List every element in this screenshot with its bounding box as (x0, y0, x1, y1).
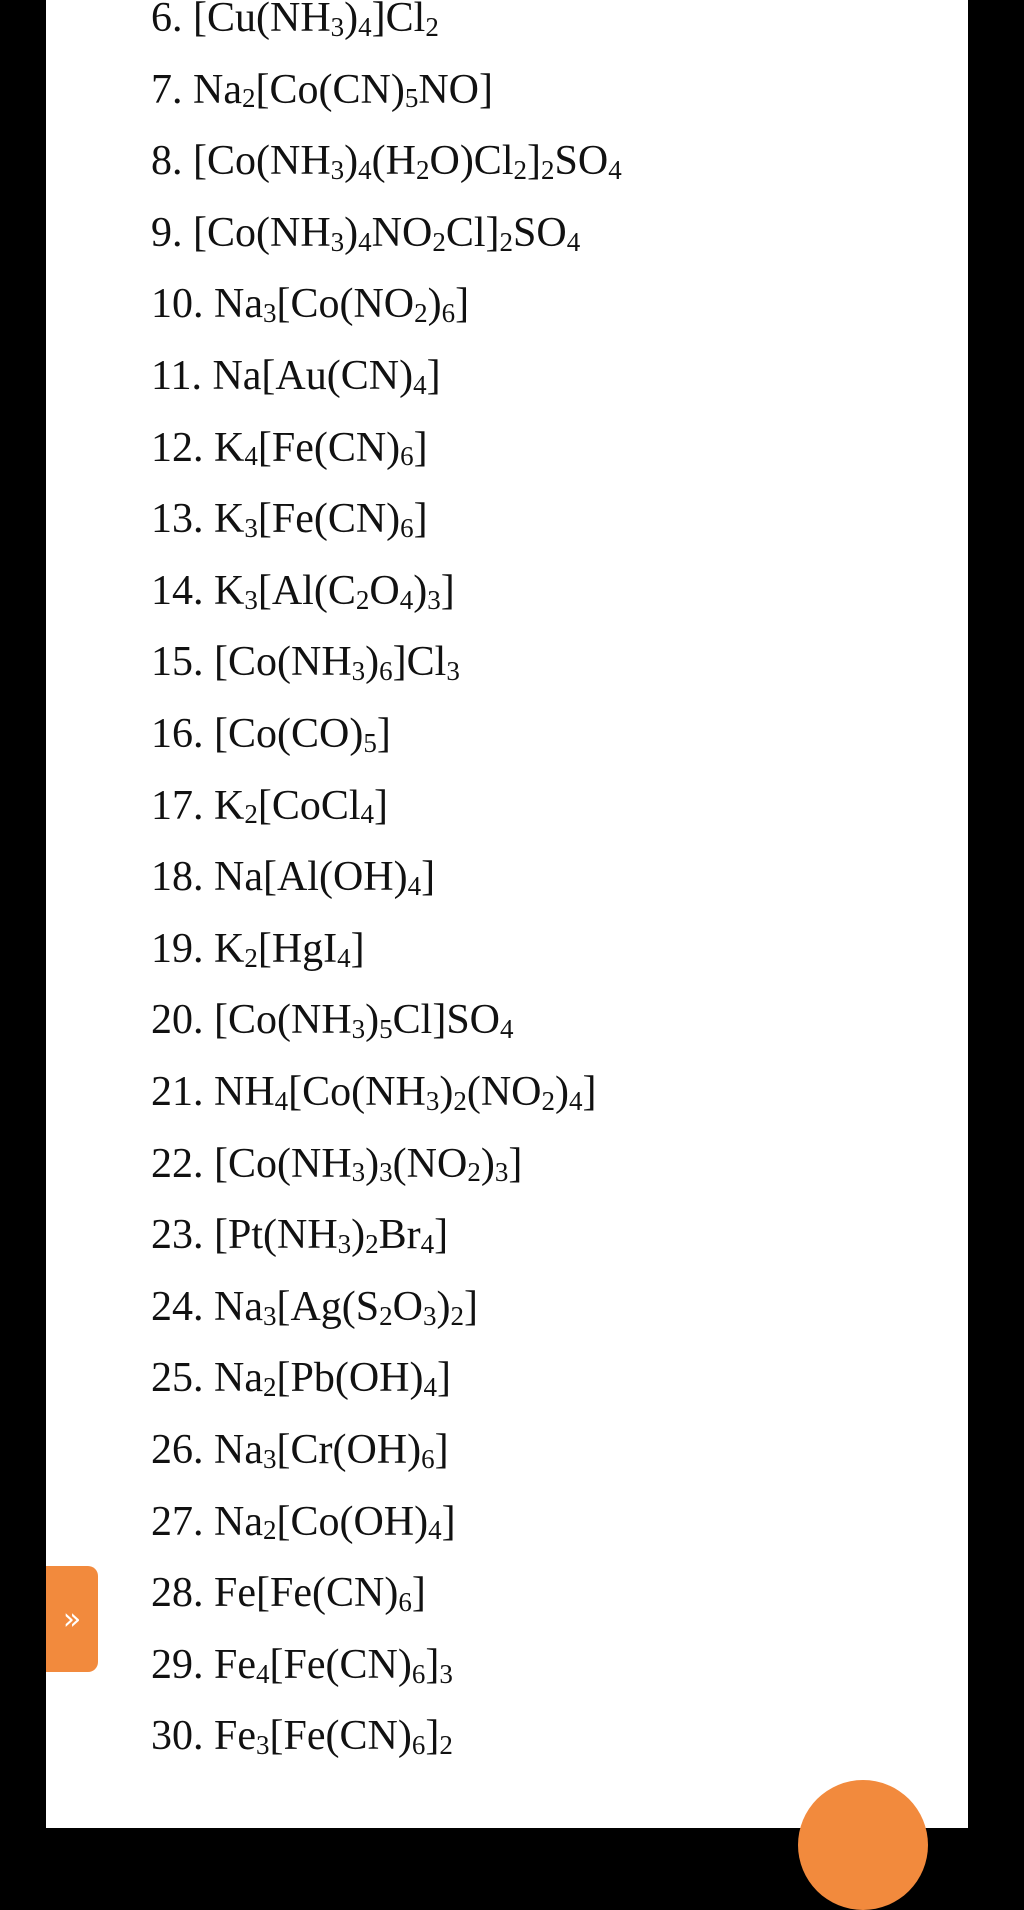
formula-text: [Co(NH (193, 138, 331, 185)
formula-subscript: 2 (467, 1157, 481, 1188)
formula-text: ] (440, 567, 455, 614)
formula-text: Cl] (445, 209, 500, 256)
formula-subscript: 4 (358, 226, 372, 257)
formula-text: ) (344, 209, 359, 256)
item-number: 6. (151, 0, 183, 41)
formula-subscript: 3 (494, 1157, 509, 1188)
formula-subscript: 4 (256, 1658, 270, 1689)
formula-text: SO (554, 138, 609, 185)
formula-text: [Ag(S (276, 1283, 380, 1330)
chemical-formula (214, 783, 388, 829)
formula-subscript: 4 (423, 1372, 437, 1403)
formula-subscript: 6 (441, 298, 456, 329)
formula-text: ) (365, 639, 380, 686)
formula-text: ] (464, 1283, 478, 1330)
formula-subscript: 3 (446, 656, 460, 687)
item-number: 28. (151, 1570, 204, 1617)
formula-subscript: 2 (241, 83, 256, 114)
item-number: 18. (151, 854, 204, 901)
chemical-formula (214, 1141, 522, 1187)
formula-subscript: 4 (500, 1014, 514, 1045)
formula-text: [Fe(CN) (269, 1713, 412, 1760)
item-number: 19. (151, 925, 204, 972)
formula-text: ] (526, 138, 541, 185)
formula-text: SO (513, 209, 567, 256)
formula-subscript: 6 (411, 1658, 426, 1689)
chemical-formula (214, 425, 428, 471)
formula-text: Fe (214, 1713, 256, 1760)
formula-text: ] (374, 782, 389, 829)
formula-subscript: 4 (568, 1085, 583, 1116)
item-number: 23. (151, 1212, 204, 1259)
formula-subscript: 2 (439, 1730, 453, 1761)
formula-subscript: 2 (355, 584, 370, 615)
item-number: 14. (151, 567, 204, 614)
formula-subscript: 3 (351, 656, 366, 687)
chemical-formula (193, 67, 493, 113)
chemical-formula (193, 138, 622, 184)
formula-text: Fe[Fe(CN) (214, 1570, 399, 1617)
formula-subscript: 2 (244, 942, 258, 973)
formula-subscript: 3 (330, 155, 345, 186)
chemical-formula (214, 281, 469, 327)
formula-text: [Fe(CN) (257, 496, 401, 543)
chemical-formula (212, 353, 440, 399)
chemical-formula (214, 1499, 456, 1545)
chemical-formula (214, 711, 391, 757)
chemical-formula (193, 0, 439, 41)
formula-subscript: 3 (351, 1014, 366, 1045)
formula-text: NH (214, 1069, 275, 1115)
formula-text: Na (214, 1498, 263, 1545)
formula-text: [Pt(NH (214, 1212, 338, 1259)
formula-subscript: 2 (262, 1515, 277, 1546)
chemical-formula (214, 1427, 449, 1473)
formula-text: [CoCl (257, 782, 361, 829)
formula-subscript: 3 (439, 1658, 453, 1689)
formula-text: (NO (392, 1140, 468, 1187)
formula-subscript: 2 (540, 155, 555, 186)
formula-text: ) (344, 138, 359, 185)
formula-subscript: 6 (398, 1587, 412, 1618)
formula-text: ) (436, 1283, 451, 1330)
formula-text: K (214, 925, 245, 972)
formula-text: Na (214, 1427, 263, 1473)
formula-text: [Pb(OH) (276, 1355, 424, 1402)
formula-text: ) (439, 1069, 454, 1115)
formula-text: ) (554, 1069, 569, 1115)
formula-subscript: 4 (399, 584, 414, 615)
chemical-formula (214, 1570, 426, 1616)
item-number: 20. (151, 997, 204, 1044)
chemical-formula (214, 639, 460, 685)
formula-subscript: 2 (414, 298, 428, 329)
formula-list-item (151, 1492, 456, 1552)
item-number: 11. (151, 353, 202, 399)
formula-text: [Co(NH (214, 639, 352, 686)
formula-subscript: 4 (274, 1085, 289, 1116)
formula-list-item (151, 632, 460, 692)
floating-action-button[interactable] (798, 1780, 928, 1910)
chemical-formula (214, 1069, 596, 1115)
formula-subscript: 2 (541, 1085, 555, 1116)
chemical-formula (214, 1284, 478, 1330)
formula-subscript: 5 (379, 1014, 393, 1045)
formula-list-item (151, 1706, 453, 1766)
formula-text: ] (434, 1212, 449, 1259)
formula-text: [Co(NO (276, 281, 415, 328)
formula-text: ] (350, 925, 365, 972)
item-number: 9. (151, 209, 183, 256)
formula-subscript: 6 (379, 656, 393, 687)
chemical-formula (214, 926, 365, 972)
formula-subscript: 3 (256, 1730, 270, 1761)
formula-text: ] (441, 1498, 456, 1545)
formula-text: O (369, 567, 400, 614)
formula-subscript: 4 (407, 871, 422, 902)
formula-text: ] (426, 353, 441, 399)
formula-subscript: 5 (404, 83, 419, 114)
formula-subscript: 6 (400, 513, 414, 544)
formula-list-item (151, 561, 455, 621)
formula-text: ] (421, 854, 436, 901)
formula-text: [Co(CN) (255, 66, 405, 113)
formula-text: ) (480, 1140, 495, 1187)
formula-text: ] (582, 1069, 597, 1115)
formula-text: [Al(C (257, 567, 356, 614)
formula-subscript: 4 (358, 155, 372, 186)
chemical-formula (214, 568, 455, 614)
formula-text: K (214, 496, 245, 543)
formula-subscript: 5 (363, 727, 377, 758)
formula-subscript: 2 (365, 1229, 379, 1260)
formula-text: Na[Al(OH) (214, 854, 408, 901)
formula-text: [HgI (257, 925, 338, 972)
chemical-formula (214, 1355, 451, 1401)
formula-list-item (151, 1348, 451, 1408)
formula-text: ] (413, 424, 428, 471)
formula-subscript: 3 (423, 1300, 437, 1331)
formula-text: Na[Au(CN) (212, 353, 414, 399)
formula-text: K (214, 424, 245, 471)
item-number: 8. (151, 138, 183, 185)
formula-list-item (151, 1205, 448, 1265)
formula-list-item (151, 489, 428, 549)
formula-text: O)Cl (429, 138, 514, 185)
chemical-formula (214, 1642, 453, 1688)
item-number: 22. (151, 1140, 204, 1187)
formula-list-item (151, 418, 428, 478)
formula-subscript: 2 (453, 1085, 467, 1116)
formula-text: O (392, 1283, 423, 1330)
formula-list-item (151, 1635, 453, 1695)
formula-subscript: 3 (262, 1300, 277, 1331)
formula-text: Na (193, 66, 242, 113)
formula-text: Na (214, 281, 263, 328)
formula-subscript: 2 (244, 799, 258, 830)
formula-text: K (214, 567, 245, 614)
formula-subscript: 3 (262, 298, 277, 329)
formula-subscript: 4 (413, 369, 427, 400)
formula-text: (H (371, 138, 416, 185)
formula-subscript: 4 (358, 11, 372, 42)
item-number: 10. (151, 281, 204, 328)
formula-text: [Co(CO) (214, 711, 364, 757)
formula-text: ] (434, 1427, 449, 1473)
item-number: 27. (151, 1498, 204, 1545)
formula-text: [Co(NH (214, 997, 352, 1044)
formula-text: ]Cl (392, 639, 447, 686)
formula-text: [Co(OH) (276, 1498, 429, 1545)
formula-list-item (151, 776, 388, 836)
item-number: 21. (151, 1069, 204, 1115)
formula-subscript: 3 (244, 584, 258, 615)
formula-text: ] (436, 1355, 451, 1402)
item-number: 29. (151, 1641, 204, 1688)
formula-text: [Fe(CN) (269, 1641, 412, 1688)
formula-subscript: 6 (421, 1443, 435, 1474)
formula-text: Fe (214, 1641, 256, 1688)
formula-list-item (151, 1420, 449, 1480)
formula-text: Cl]SO (392, 997, 501, 1044)
formula-text: NO (371, 209, 433, 256)
formula-list-item (151, 990, 514, 1050)
formula-text: ) (413, 567, 428, 614)
formula-list-item (151, 60, 493, 120)
formula-subscript: 3 (379, 1157, 393, 1188)
formula-subscript: 3 (330, 11, 345, 42)
formula-list-item (151, 847, 435, 907)
chemical-formula (214, 1713, 453, 1759)
formula-text: [Co(NH (214, 1140, 352, 1187)
chemical-formula (214, 997, 514, 1043)
formula-subscript: 2 (379, 1300, 393, 1331)
item-number: 7. (151, 66, 183, 113)
formula-text: (NO (466, 1069, 542, 1115)
formula-text: Na (214, 1283, 263, 1330)
side-expand-tab[interactable] (46, 1566, 98, 1672)
formula-text: ] (425, 1641, 440, 1688)
formula-list-item (151, 346, 441, 406)
chemical-formula (193, 210, 580, 256)
item-number: 12. (151, 424, 204, 471)
item-number: 24. (151, 1283, 204, 1330)
formula-text: ] (425, 1713, 440, 1760)
formula-text: NO] (418, 66, 493, 113)
formula-text: [Cr(OH) (276, 1427, 422, 1473)
formula-text: ] (455, 281, 470, 328)
formula-list-item (151, 1563, 426, 1623)
formula-subscript: 4 (566, 226, 581, 257)
formula-text: ) (365, 997, 380, 1044)
formula-list-item (151, 0, 439, 48)
formula-subscript: 6 (400, 441, 414, 472)
formula-text: ) (365, 1140, 380, 1187)
formula-text: ] (411, 1570, 426, 1617)
formula-text: [Co(NH (193, 209, 331, 256)
formula-text: ] (508, 1140, 523, 1187)
formula-text: K (214, 782, 245, 829)
document-page (46, 0, 968, 1828)
formula-subscript: 4 (337, 942, 351, 973)
formula-text: Na (214, 1355, 263, 1402)
formula-subscript: 3 (351, 1157, 366, 1188)
formula-text: ]Cl (371, 0, 426, 41)
formula-text: [Cu(NH (193, 0, 331, 41)
formula-text: ) (344, 0, 359, 41)
formula-subscript: 6 (411, 1730, 426, 1761)
item-number: 13. (151, 496, 204, 543)
formula-list-item (151, 1062, 596, 1122)
formula-subscript: 4 (244, 441, 258, 472)
formula-list-item (151, 131, 622, 191)
formula-subscript: 3 (337, 1229, 352, 1260)
formula-subscript: 2 (415, 155, 430, 186)
formula-list-item (151, 1134, 522, 1194)
item-number: 16. (151, 711, 204, 757)
item-number: 15. (151, 639, 204, 686)
item-number: 25. (151, 1355, 204, 1402)
item-number: 26. (151, 1427, 204, 1473)
formula-text: Br (378, 1212, 421, 1259)
item-number: 17. (151, 782, 204, 829)
formula-subscript: 2 (432, 226, 446, 257)
formula-list-item (151, 704, 391, 764)
formula-subscript: 3 (425, 1085, 440, 1116)
formula-text: ] (413, 496, 428, 543)
formula-list-item (151, 919, 365, 979)
formula-text: [Fe(CN) (257, 424, 401, 471)
formula-list-item (151, 203, 580, 263)
item-number: 30. (151, 1713, 204, 1760)
formula-subscript: 2 (450, 1300, 464, 1331)
formula-text: ) (427, 281, 442, 328)
double-chevron-right-icon: » (62, 1601, 82, 1637)
chemical-formula (214, 1212, 448, 1258)
formula-text: ) (351, 1212, 366, 1259)
formula-subscript: 3 (244, 513, 258, 544)
formula-subscript: 2 (425, 11, 439, 42)
formula-list-item (151, 274, 469, 334)
formula-text: ] (376, 711, 391, 757)
formula-subscript: 4 (428, 1515, 442, 1546)
chemical-formula (214, 854, 435, 900)
formula-subscript: 4 (420, 1229, 435, 1260)
formula-subscript: 2 (513, 155, 527, 186)
formula-subscript: 2 (499, 226, 513, 257)
chemical-formula (214, 496, 428, 542)
formula-subscript: 3 (427, 584, 441, 615)
formula-text: [Co(NH (288, 1069, 426, 1115)
formula-subscript: 2 (262, 1372, 277, 1403)
formula-subscript: 3 (330, 226, 345, 257)
formula-subscript: 4 (360, 799, 375, 830)
formula-list-item (151, 1277, 478, 1337)
formula-subscript: 4 (608, 155, 622, 186)
formula-subscript: 3 (262, 1443, 277, 1474)
